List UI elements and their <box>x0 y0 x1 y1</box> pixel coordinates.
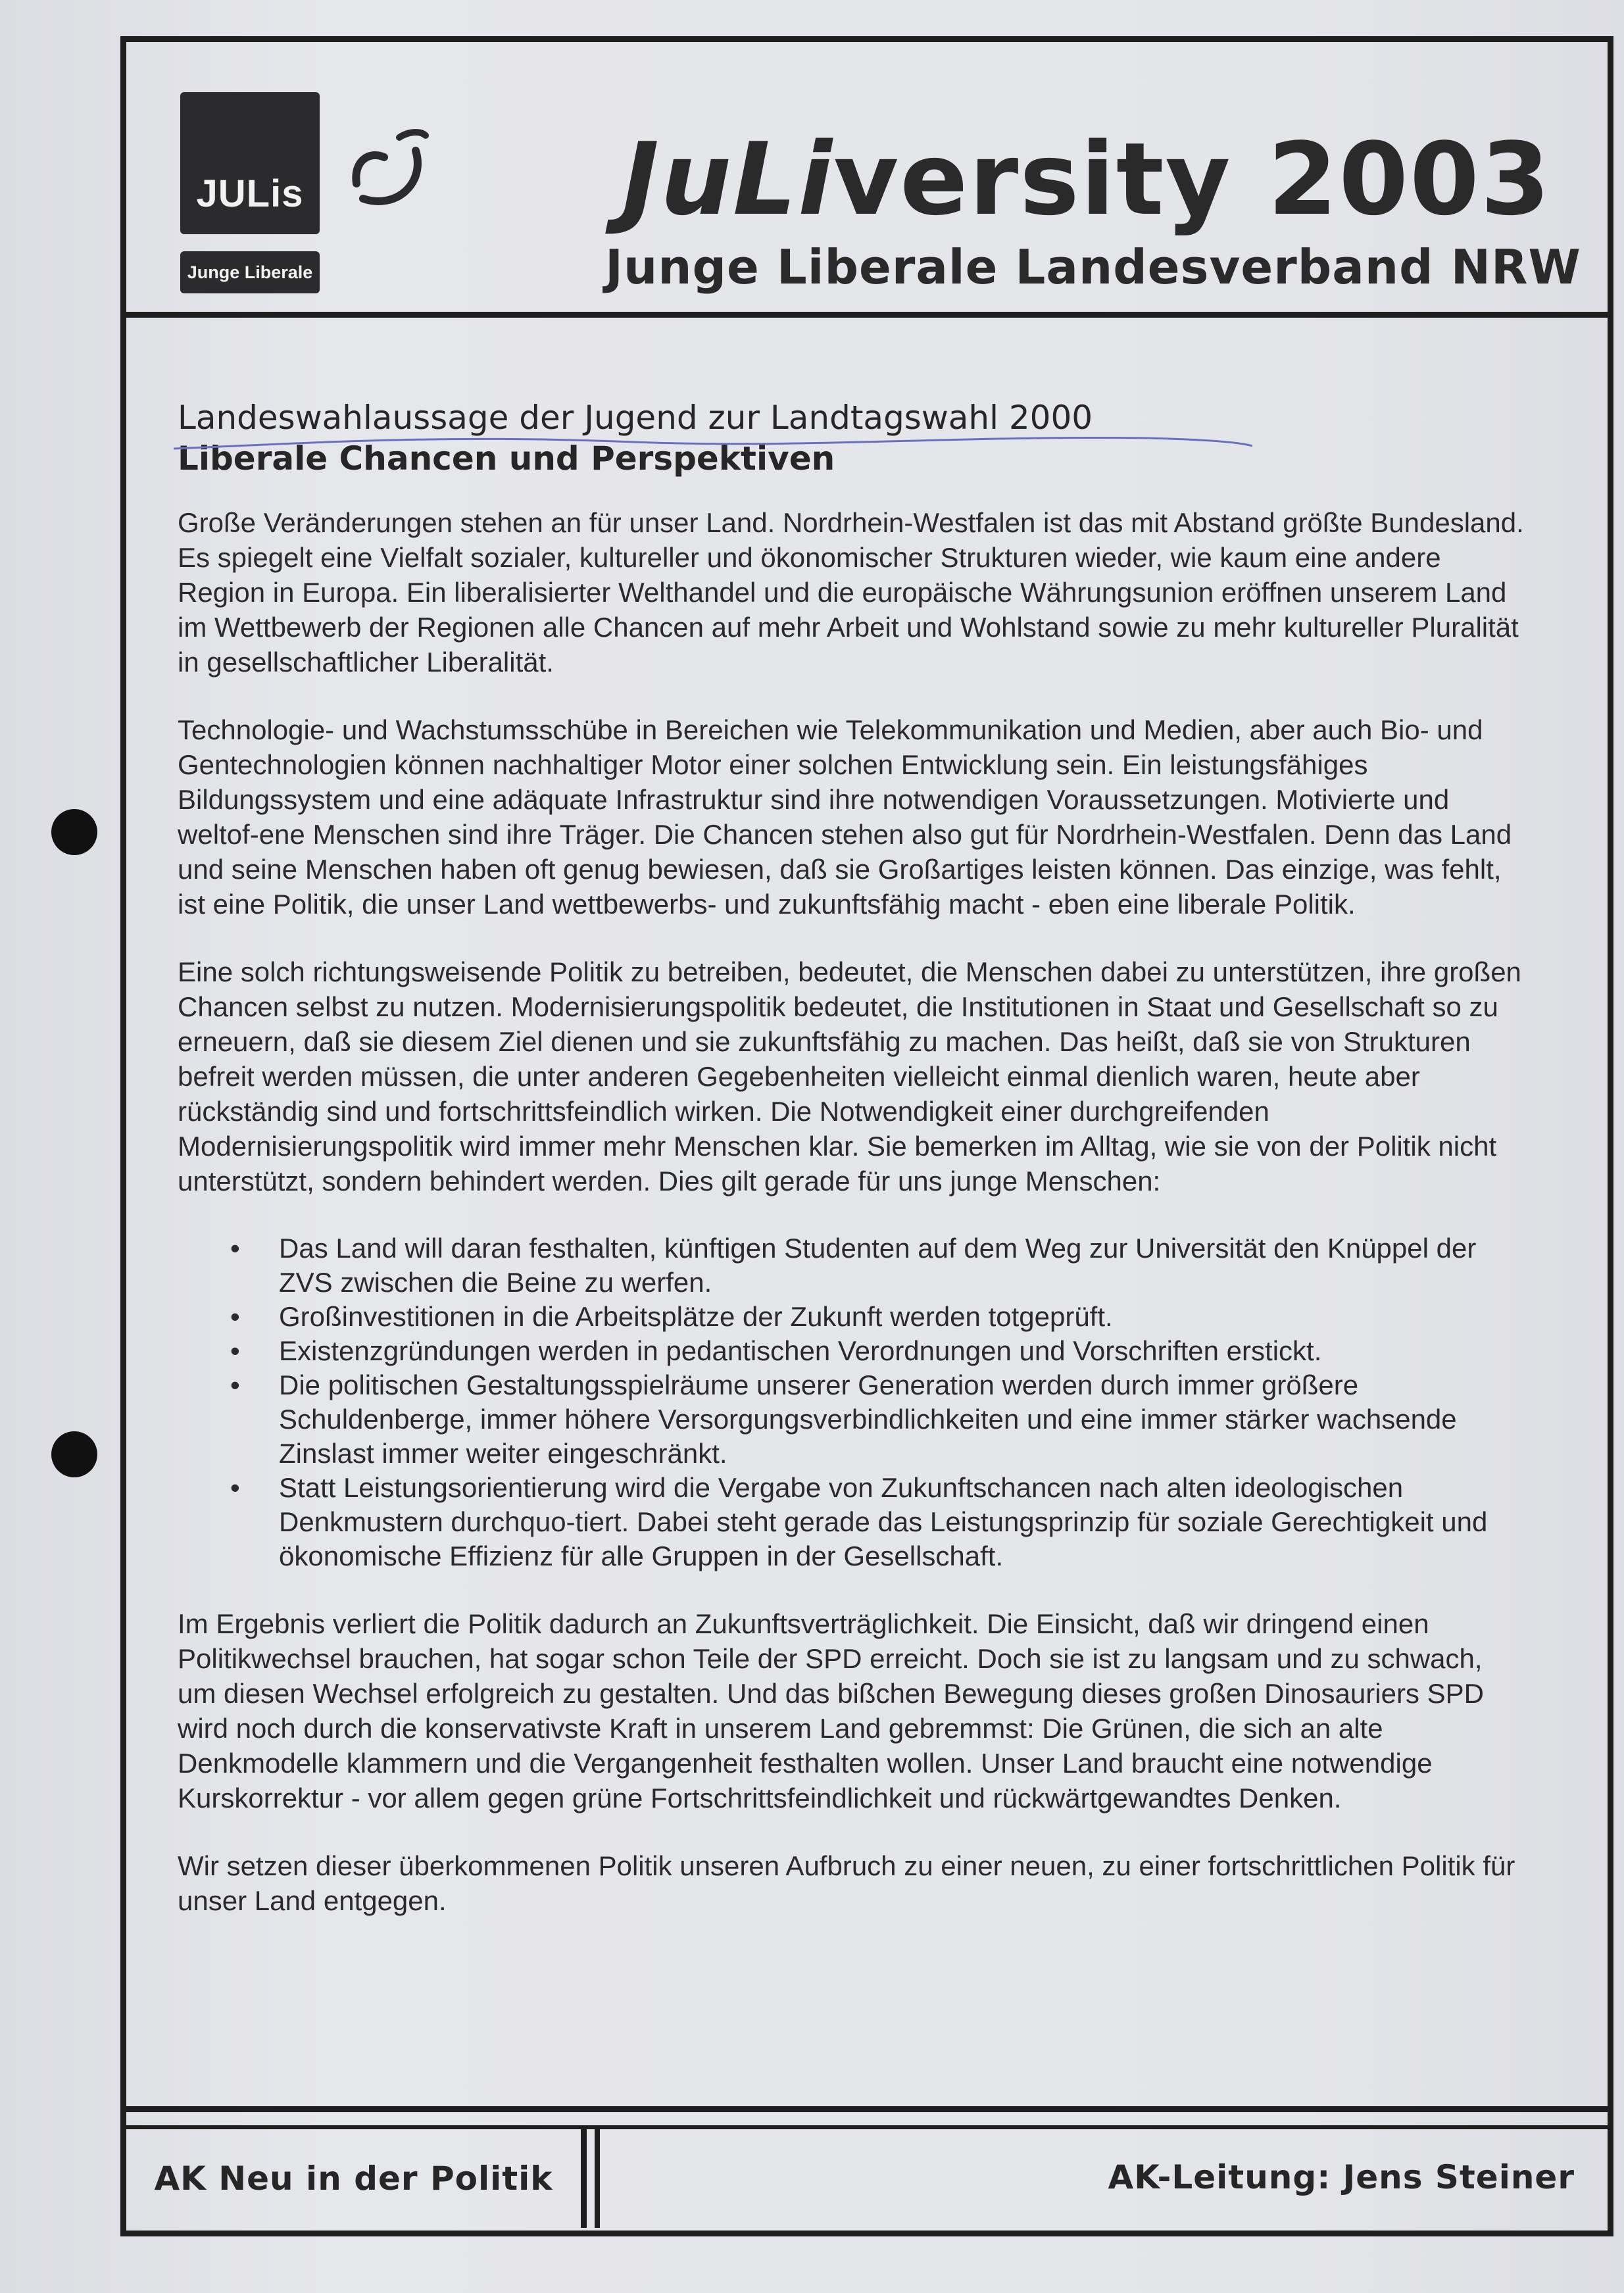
paragraph-5: Wir setzen dieser überkommenen Politik unseren Aufbruch zu einer neuen, zu einer fortschrittlichen Politik für unser Land entgegen. <box>178 1850 1515 1916</box>
footer-left-text: AK Neu in der Politik <box>154 2159 553 2198</box>
footer-left-cell <box>126 2129 587 2228</box>
list-item: • Statt Leistungsorientierung wird die Vergabe von Zukunftschancen nach alten ideologischen Denkmustern durchquo-tiert. Dabei steht gerade das Leistungsprinzip für soziale Gerechtigkeit und ökonomische Effizienz für alle Gruppen in der Gesellschaft. <box>230 1471 1526 1573</box>
footer-right-text: AK-Leitung: Jens Steiner <box>1108 2158 1575 2196</box>
julis-logo <box>180 92 320 234</box>
paragraph-4: Im Ergebnis verliert die Politik dadurch an Zukunftsverträglichkeit. Die Einsicht, daß wir dringend einen Politikwechsel brauchen, hat sogar schon Teile der SPD erreicht. Doch sie ist zu langsam und zu schwach, um diesen Wechsel erfolgreich zu gestalten. Und das bißchen Bewegung dieses großen Dinosauriers SPD wird noch durch die konservativste Kraft in unserem Land gebremmst: Die Grünen, die sich an alte Denkmodelle klammern und die Vergangenheit festhalten wollen. Unser Land braucht eine notwendige Kurskorrektur - vor allem gegen grüne Fortschrittsfeindlichkeit und rückwärtgewandtes Denken. <box>178 1608 1484 1813</box>
page-title <box>574 121 1600 237</box>
title-italic-part: JuLi <box>622 121 834 237</box>
list-item: • Großinvestitionen in die Arbeitsplätze der Zukunft werden totgeprüft. <box>230 1300 1526 1334</box>
bullet-list <box>178 1231 1526 1573</box>
logo-text: JULis <box>196 172 304 215</box>
title-rest-part: versity 2003 <box>833 121 1552 237</box>
document-heading <box>178 397 1526 479</box>
heading-line-1-text: Landeswahlaussage der Jugend zur Landtagswahl 2000 <box>178 399 1093 437</box>
logo-subtext: Junge Liberale <box>180 251 320 293</box>
list-item: • Das Land will daran festhalten, künftigen Studenten auf dem Weg zur Universität den Knüppel der ZVS zwischen die Beine zu werfen. <box>230 1231 1526 1300</box>
heading-line-2: Liberale Chancen und Perspektiven <box>178 439 835 478</box>
list-item: • Die politischen Gestaltungsspielräume unserer Generation werden durch immer größere Schuldenberge, immer höhere Versorgungsverbindlichkeiten und eine immer stärker wachsende Zinslast immer weiter eingeschränkt. <box>230 1368 1526 1471</box>
punch-hole-upper <box>51 809 97 855</box>
swoosh-logo-icon <box>343 121 435 213</box>
document-body <box>178 397 1526 1918</box>
footer <box>126 2106 1608 2231</box>
heading-line-1 <box>178 397 1093 438</box>
header <box>126 42 1608 318</box>
list-item: • Existenzgründungen werden in pedantischen Verordnungen und Vorschriften erstickt. <box>230 1334 1526 1368</box>
footer-right-cell <box>1108 2158 1575 2196</box>
punch-hole-lower <box>51 1431 97 1477</box>
paragraph-1: Große Veränderungen stehen an für unser Land. Nordrhein-Westfalen ist das mit Abstand größte Bundesland. Es spiegelt eine Vielfalt sozialer, kultureller und ökonomischer Strukturen wieder, wie kaum eine andere Region in Europa. Ein liberalisierter Welthandel und die europäische Währungsunion eröffnen unserem Land im Wettbewerb der Regionen alle Chancen auf mehr Arbeit und Wohlstand sowie zu mehr kultureller Pluralität in gesellschaftlicher Liberalität. <box>178 507 1524 678</box>
paragraph-2: Technologie- und Wachstumsschübe in Bereichen wie Telekommunikation und Medien, aber auch Bio- und Gentechnologien können nachhaltiger Motor einer solchen Entwicklung sein. Ein leistungsfähiges Bildungssystem und eine adäquate Infrastruktur sind ihre notwendigen Voraussetzungen. Motivierte und weltof-ene Menschen sind ihre Träger. Die Chancen stehen also gut für Nordrhein-Westfalen. Denn das Land und seine Menschen haben oft genug bewiesen, daß sie Großartiges leisten können. Das einzige, was fehlt, ist eine Politik, die unser Land wettbewerbs- und zukunftsfähig macht - eben eine liberale Politik. <box>178 714 1512 920</box>
document-frame <box>120 36 1613 2236</box>
page-subtitle: Junge Liberale Landesverband NRW <box>605 239 1581 295</box>
paragraph-3: Eine solch richtungsweisende Politik zu betreiben, bedeutet, die Menschen dabei zu unterstützen, ihre großen Chancen selbst zu nutzen. Modernisierungspolitik bedeutet, die Institutionen in Staat und Gesellschaft so zu erneuern, daß sie diesem Ziel dienen und sie zukunftsfähig zu machen. Das heißt, daß sie von Strukturen befreit werden müssen, die unter anderen Gegebenheiten vielleicht einmal dienlich waren, heute aber rückständig sind und fortschrittsfeindlich wirken. Die Notwendigkeit einer durchgreifenden Modernisierungspolitik wird immer mehr Menschen klar. Sie bemerken im Alltag, wie sie von der Politik nicht unterstützt, sondern behindert werden. Dies gilt gerade für uns junge Menschen: <box>178 956 1521 1196</box>
footer-divider <box>595 2129 600 2228</box>
pen-underline-mark <box>174 429 1252 455</box>
